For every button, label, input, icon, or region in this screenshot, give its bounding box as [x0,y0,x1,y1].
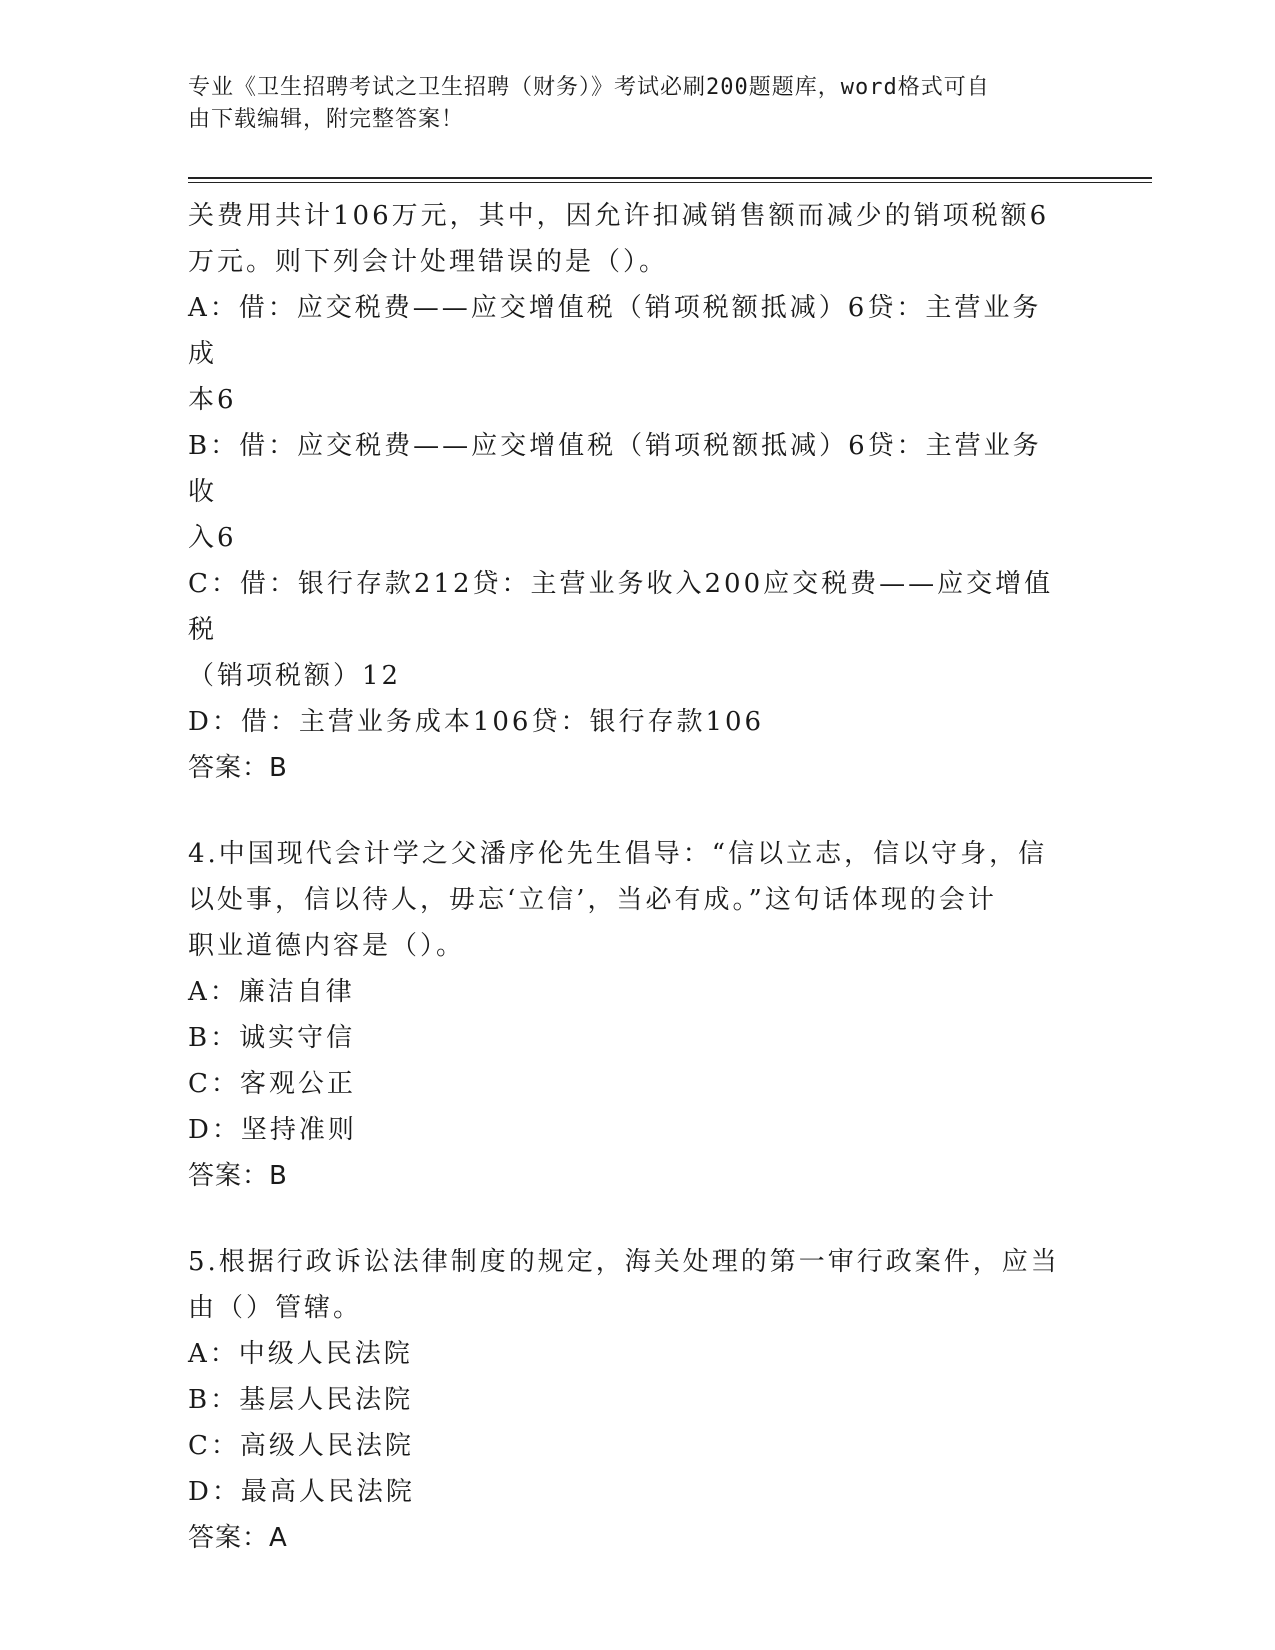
question-content [188,193,1068,1561]
question-5-answer: 答案：A [188,1523,288,1553]
spacer [188,791,1068,831]
question-5-stem-line-2: 由（）管辖。 [188,1293,363,1323]
question-3 [188,193,1068,791]
question-5-option-a: A：中级人民法院 [188,1339,413,1369]
question-3-option-c-line-2: （销项税额）12 [188,661,402,691]
question-3-stem-line-1: 关费用共计106万元，其中，因允许扣减销售额而减少的销项税额6 [188,201,1050,231]
page-header [188,72,1068,136]
question-4-stem-line-3: 职业道德内容是（）。 [188,931,466,961]
question-4-option-c: C：客观公正 [188,1069,356,1099]
question-4 [188,831,1068,1199]
question-3-option-b-line-1: B：借：应交税费——应交增值税（销项税额抵减）6贷：主营业务收 [188,431,1042,507]
header-line-2: 由下载编辑，附完整答案！ [188,107,465,132]
question-3-option-d: D：借：主营业务成本106贷：银行存款106 [188,707,765,737]
question-3-option-b-line-2: 入6 [188,523,237,553]
question-4-option-d: D：坚持准则 [188,1115,357,1145]
question-4-stem-line-1: 4.中国现代会计学之父潘序伦先生倡导：“信以立志，信以守身，信 [188,839,1048,869]
question-3-stem-line-2: 万元。则下列会计处理错误的是（）。 [188,247,669,277]
header-rule-thick [188,177,1152,179]
question-5-option-b: B：基层人民法院 [188,1385,414,1415]
spacer [188,1199,1068,1239]
question-3-answer: 答案：B [188,753,288,783]
question-4-stem-line-2: 以处事，信以待人，毋忘‘立信’，当必有成。”这句话体现的会计 [188,885,997,915]
question-5 [188,1239,1068,1561]
question-5-option-d: D：最高人民法院 [188,1477,415,1507]
question-3-option-a-line-2: 本6 [188,385,237,415]
header-rule-thin [188,182,1152,183]
question-4-option-b: B：诚实守信 [188,1023,356,1053]
question-3-option-a-line-1: A：借：应交税费——应交增值税（销项税额抵减）6贷：主营业务成 [188,293,1042,369]
header-line-1: 专业《卫生招聘考试之卫生招聘（财务）》考试必刷200题题库，word格式可自 [188,75,990,100]
question-5-option-c: C：高级人民法院 [188,1431,414,1461]
question-4-answer: 答案：B [188,1161,288,1191]
question-3-option-c-line-1: C：借：银行存款212贷：主营业务收入200应交税费——应交增值税 [188,569,1054,645]
question-4-option-a: A：廉洁自律 [188,977,355,1007]
question-5-stem-line-1: 5.根据行政诉讼法律制度的规定，海关处理的第一审行政案件，应当 [188,1247,1060,1277]
